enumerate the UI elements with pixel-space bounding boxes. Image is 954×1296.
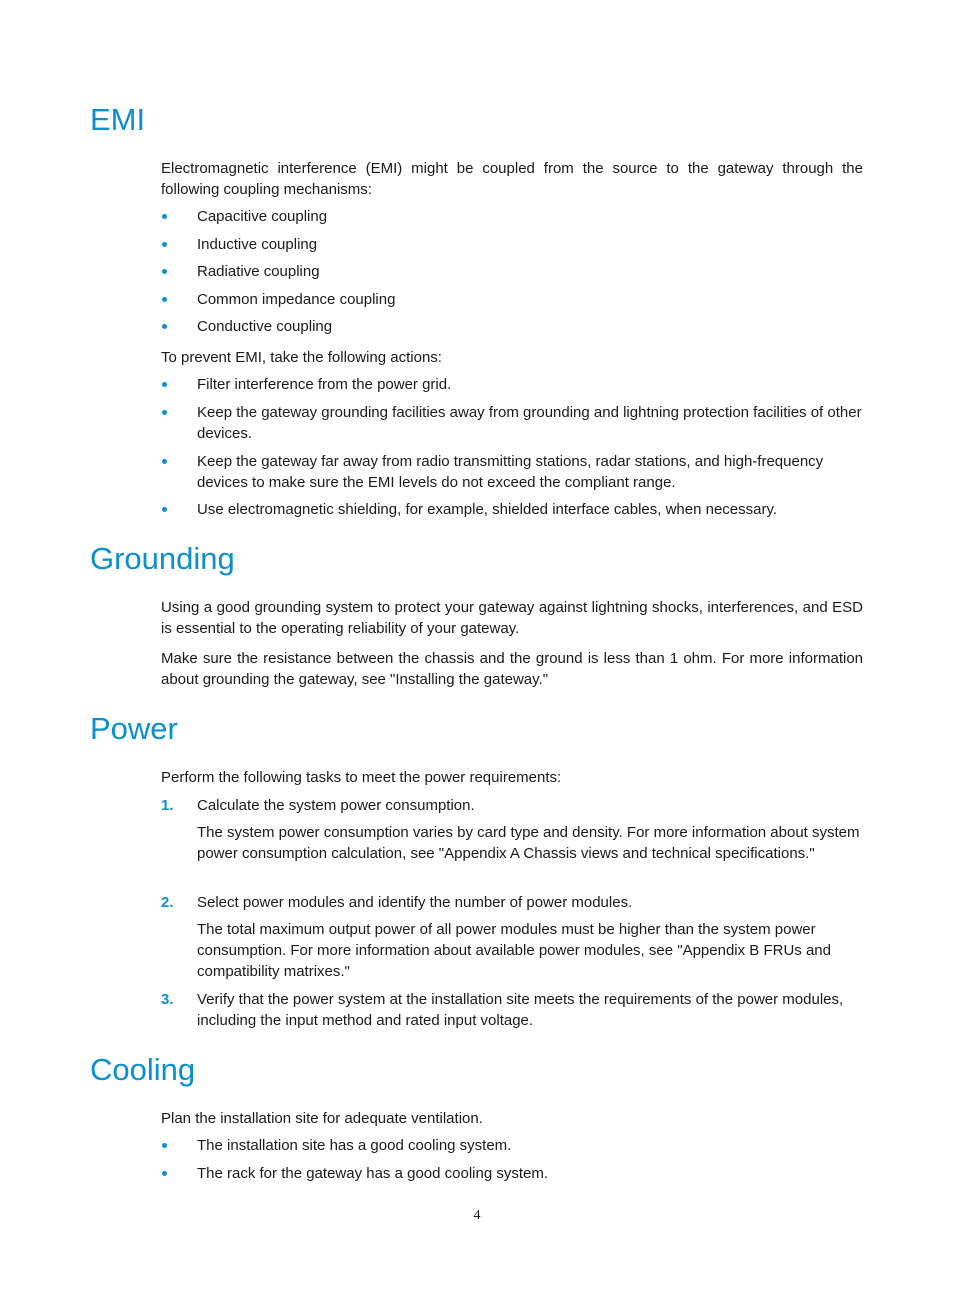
bullet-icon [162,297,167,302]
list-item: Filter interference from the power grid. [161,374,863,395]
bullet-icon [162,459,167,464]
power-intro: Perform the following tasks to meet the power requirements: [161,769,562,786]
bullet-icon [162,1171,167,1176]
list-item: Conductive coupling [161,316,863,337]
numbered-step [161,989,863,1031]
step-detail: The system power consumption varies by card type and density. For more information about system power consumption calculation, see "Appendix A Chassis views and technical specifications." [197,824,860,862]
bullet-icon [162,382,167,387]
grounding-paragraph: Make sure the resistance between the chassis and the ground is less than 1 ohm. For more information about grounding the gateway, see "Installing the gateway." [161,650,863,688]
grounding-heading: Grounding [90,541,235,576]
power-heading: Power [90,711,178,746]
step-number: 2. [161,894,174,911]
list-item: The rack for the gateway has a good cooling system. [161,1163,863,1184]
bullet-icon [162,1143,167,1148]
step-detail: The total maximum output power of all power modules must be higher than the system power consumption. For more information about available power modules, see "Appendix B FRUs and compatibility matrixes." [197,921,831,980]
cooling-heading: Cooling [90,1052,196,1087]
list-item: Common impedance coupling [161,289,863,310]
page-number: 4 [473,1208,481,1223]
step-text: Calculate the system power consumption. [197,797,475,814]
step-text: Select power modules and identify the number of power modules. [197,894,633,911]
numbered-step [161,795,863,816]
bullet-icon [162,324,167,329]
bullet-icon [162,269,167,274]
bullet-icon [162,242,167,247]
bullet-icon [162,410,167,415]
list-item: Keep the gateway far away from radio transmitting stations, radar stations, and high-frequency devices to make sure the EMI levels do not exceed the compliant range. [161,451,863,493]
list-item: Capacitive coupling [161,206,863,227]
step-text: Verify that the power system at the installation site meets the requirements of the power modules, including the input method and rated input voltage. [197,991,844,1029]
list-item: The installation site has a good cooling system. [161,1135,863,1156]
bullet-icon [162,214,167,219]
list-item: Use electromagnetic shielding, for example, shielded interface cables, when necessary. [161,499,863,520]
numbered-step [161,892,863,913]
bullet-icon [162,507,167,512]
list-item: Radiative coupling [161,261,863,282]
cooling-intro: Plan the installation site for adequate ventilation. [161,1110,483,1127]
list-item: Keep the gateway grounding facilities away from grounding and lightning protection facilities of other devices. [161,402,863,444]
grounding-paragraph: Using a good grounding system to protect your gateway against lightning shocks, interferences, and ESD is essential to the operating reliability of your gateway. [161,599,863,637]
step-number: 1. [161,797,174,814]
list-item: Inductive coupling [161,234,863,255]
emi-intro: Electromagnetic interference (EMI) might be coupled from the source to the gateway through the following coupling mechanisms: [161,160,863,198]
emi-prevent-intro: To prevent EMI, take the following actions: [161,349,442,366]
emi-heading: EMI [90,102,146,137]
step-number: 3. [161,991,174,1008]
